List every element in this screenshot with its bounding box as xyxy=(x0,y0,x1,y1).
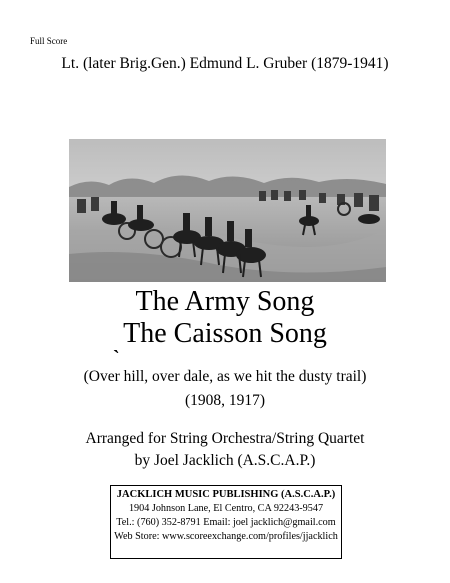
years: (1908, 1917) xyxy=(184,392,266,409)
subtitle: (Over hill, over dale, as we hit the dusty trail) xyxy=(83,368,367,385)
publisher-box xyxy=(110,485,342,559)
publisher-name: JACKLICH MUSIC PUBLISHING (A.S.C.A.P.) xyxy=(116,489,336,500)
publisher-contact: Tel.: (760) 352-8791 Email: joel jacklich@gmail.com xyxy=(116,517,336,528)
title-line-2: The Caisson Song xyxy=(123,318,327,349)
cover-photo xyxy=(69,139,386,282)
arrangement-line: Arranged for String Orchestra/String Quartet xyxy=(85,430,365,447)
title-line-1: The Army Song xyxy=(135,286,315,317)
composer-credit: Lt. (later Brig.Gen.) Edmund L. Gruber (1879-1941) xyxy=(61,55,389,72)
arranger-credit: by Joel Jacklich (A.S.C.A.P.) xyxy=(134,452,316,469)
full-score-label: Full Score xyxy=(30,36,68,46)
stray-mark: ` xyxy=(113,347,120,369)
publisher-web-store: Web Store: www.scoreexchange.com/profiles/jjacklich xyxy=(114,531,338,542)
publisher-address: 1904 Johnson Lane, El Centro, CA 92243-9547 xyxy=(128,503,324,514)
